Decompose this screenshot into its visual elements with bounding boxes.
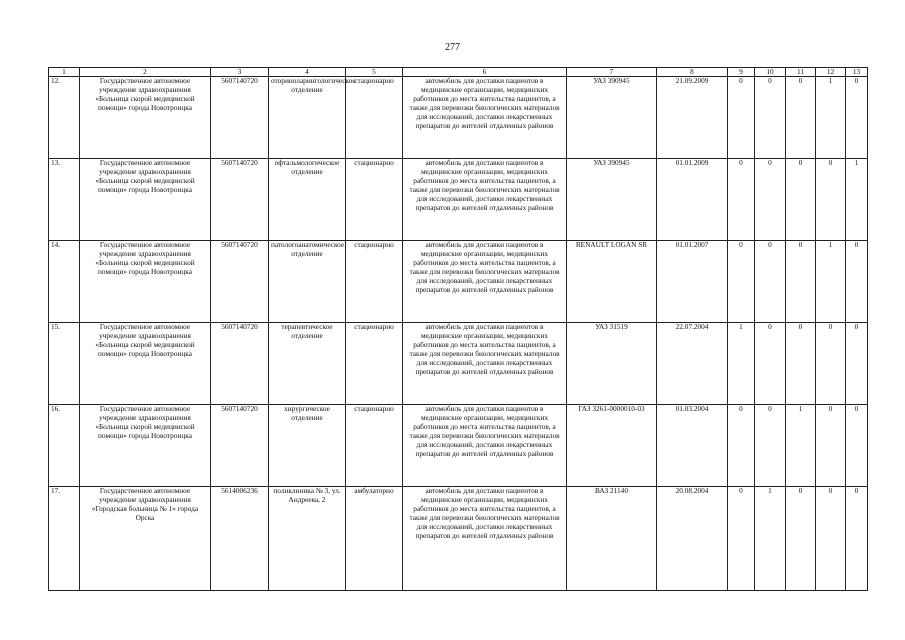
organization-name: Государственное автономное учреждение здравоохранения «Больница скорой медицинской помощи» города Новотроицка (80, 159, 211, 241)
count-cell: 0 (755, 405, 786, 487)
count-cell: 0 (728, 487, 755, 591)
row-number: 15. (49, 323, 80, 405)
inn-cell: 5607140720 (211, 77, 269, 159)
count-cell: 1 (786, 405, 816, 487)
count-cell: 0 (728, 241, 755, 323)
count-cell: 0 (728, 405, 755, 487)
purpose-cell: автомобиль для доставки пациентов в медицинские организации, медицинских работников до места жительства пациентов, а также для перевозки биологических материалов для исследований, доставки лекарственных препаратов до жителей отдаленных районов (403, 241, 567, 323)
count-cell: 0 (786, 159, 816, 241)
purpose-cell: автомобиль для доставки пациентов в медицинские организации, медицинских работников до места жительства пациентов, а также для перевозки биологических материалов для исследований, доставки лекарственных препаратов до жителей отдаленных районов (403, 405, 567, 487)
inn-cell: 5607140720 (211, 159, 269, 241)
vehicle-model-cell: RENAULT LOGAN SR (567, 241, 657, 323)
date-cell: 01.01.2009 (657, 159, 728, 241)
row-number: 13. (49, 159, 80, 241)
column-header: 8 (657, 68, 728, 77)
count-cell: 0 (786, 487, 816, 591)
table-row (49, 77, 868, 159)
column-header: 6 (403, 68, 567, 77)
table-row (49, 405, 868, 487)
purpose-cell: автомобиль для доставки пациентов в медицинские организации, медицинских работников до места жительства пациентов, а также для перевозки биологических материалов для исследований, доставки лекарственных препаратов до жителей отдаленных районов (403, 487, 567, 591)
organization-name: Государственное автономное учреждение здравоохранения «Больница скорой медицинской помощи» города Новотроицка (80, 405, 211, 487)
count-cell: 0 (786, 241, 816, 323)
count-cell: 0 (846, 241, 868, 323)
vehicle-table (48, 67, 868, 591)
column-header: 7 (567, 68, 657, 77)
purpose-cell: автомобиль для доставки пациентов в медицинские организации, медицинских работников до места жительства пациентов, а также для перевозки биологических материалов для исследований, доставки лекарственных препаратов до жителей отдаленных районов (403, 323, 567, 405)
count-cell: 0 (846, 77, 868, 159)
column-header: 12 (816, 68, 846, 77)
count-cell: 0 (846, 405, 868, 487)
count-cell: 1 (816, 241, 846, 323)
purpose-cell: автомобиль для доставки пациентов в медицинские организации, медицинских работников до места жительства пациентов, а также для перевозки биологических материалов для исследований, доставки лекарственных препаратов до жителей отдаленных районов (403, 77, 567, 159)
row-number: 12. (49, 77, 80, 159)
table-row (49, 487, 868, 591)
department-cell: терапевтическое отделение (269, 323, 346, 405)
count-cell: 0 (755, 323, 786, 405)
count-cell: 0 (816, 323, 846, 405)
count-cell: 1 (816, 77, 846, 159)
date-cell: 22.07.2004 (657, 323, 728, 405)
purpose-cell: автомобиль для доставки пациентов в медицинские организации, медицинских работников до места жительства пациентов, а также для перевозки биологических материалов для исследований, доставки лекарственных препаратов до жителей отдаленных районов (403, 159, 567, 241)
column-header: 13 (846, 68, 868, 77)
inn-cell: 5607140720 (211, 241, 269, 323)
inn-cell: 5607140720 (211, 323, 269, 405)
row-number: 17. (49, 487, 80, 591)
care-mode-cell: амбулаторно (346, 487, 403, 591)
count-cell: 1 (846, 159, 868, 241)
department-cell: патологоанатомическое отделение (269, 241, 346, 323)
inn-cell: 5607140720 (211, 405, 269, 487)
inn-cell: 5614006236 (211, 487, 269, 591)
table-row (49, 323, 868, 405)
column-header: 5 (346, 68, 403, 77)
care-mode-cell: стационарно (346, 241, 403, 323)
count-cell: 0 (816, 405, 846, 487)
column-header: 2 (80, 68, 211, 77)
organization-name: Государственное автономное учреждение здравоохранения «Городская больница № 1» города Орска (80, 487, 211, 591)
date-cell: 21.09.2009 (657, 77, 728, 159)
count-cell: 0 (846, 487, 868, 591)
count-cell: 1 (755, 487, 786, 591)
care-mode-cell: стационарно (346, 323, 403, 405)
count-cell: 1 (728, 323, 755, 405)
care-mode-cell: стационарно (346, 405, 403, 487)
count-cell: 0 (786, 323, 816, 405)
table-row (49, 241, 868, 323)
department-cell: поликлиника № 3, ул. Андреева, 2 (269, 487, 346, 591)
date-cell: 01.03.2004 (657, 405, 728, 487)
count-cell: 0 (755, 77, 786, 159)
count-cell: 0 (816, 159, 846, 241)
vehicle-model-cell: УАЗ 31519 (567, 323, 657, 405)
care-mode-cell: стационарно (346, 77, 403, 159)
count-cell: 0 (755, 159, 786, 241)
column-header: 1 (49, 68, 80, 77)
vehicle-model-cell: УАЗ 390945 (567, 77, 657, 159)
department-cell: оториноларингологическое отделение (269, 77, 346, 159)
department-cell: хирургическое отделение (269, 405, 346, 487)
count-cell: 0 (816, 487, 846, 591)
department-cell: офтальмологическое отделение (269, 159, 346, 241)
organization-name: Государственное автономное учреждение здравоохранения «Больница скорой медицинской помощи» города Новотроицка (80, 323, 211, 405)
column-header: 3 (211, 68, 269, 77)
count-cell: 0 (755, 241, 786, 323)
count-cell: 0 (728, 159, 755, 241)
column-header: 11 (786, 68, 816, 77)
count-cell: 0 (846, 323, 868, 405)
row-number: 14. (49, 241, 80, 323)
date-cell: 20.08.2004 (657, 487, 728, 591)
care-mode-cell: стационарно (346, 159, 403, 241)
vehicle-model-cell: ВАЗ 21140 (567, 487, 657, 591)
organization-name: Государственное автономное учреждение здравоохранения «Больница скорой медицинской помощи» города Новотроицка (80, 77, 211, 159)
count-cell: 0 (728, 77, 755, 159)
vehicle-model-cell: ГАЗ 3261-0000010-03 (567, 405, 657, 487)
column-header: 9 (728, 68, 755, 77)
page-number: 277 (445, 42, 460, 53)
table-row (49, 159, 868, 241)
vehicle-model-cell: УАЗ 390945 (567, 159, 657, 241)
count-cell: 0 (786, 77, 816, 159)
organization-name: Государственное автономное учреждение здравоохранения «Больница скорой медицинской помощи» города Новотроицка (80, 241, 211, 323)
column-header: 4 (269, 68, 346, 77)
row-number: 16. (49, 405, 80, 487)
column-header: 10 (755, 68, 786, 77)
date-cell: 01.01.2007 (657, 241, 728, 323)
